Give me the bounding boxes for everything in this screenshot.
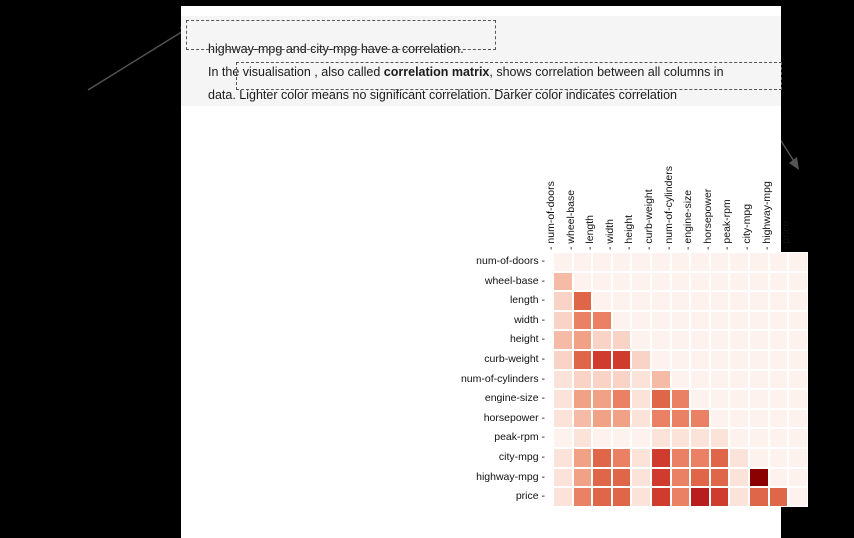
heatmap-cell xyxy=(573,350,593,370)
heatmap-cell xyxy=(573,272,593,292)
heatmap-cell xyxy=(651,487,671,507)
heatmap-cell xyxy=(671,468,691,488)
heatmap-cell xyxy=(788,487,808,507)
heatmap-cell xyxy=(729,448,749,468)
heatmap-cell xyxy=(573,252,593,272)
heatmap-cell xyxy=(710,252,730,272)
heatmap-cell xyxy=(592,350,612,370)
heatmap-cell xyxy=(592,428,612,448)
heatmap-cell xyxy=(651,252,671,272)
heatmap-cell xyxy=(573,409,593,429)
heatmap-cell xyxy=(671,272,691,292)
heatmap-cell xyxy=(651,468,671,488)
heatmap-row-label: wheel-base - xyxy=(484,274,545,287)
heatmap-cell xyxy=(631,428,651,448)
heatmap-cell xyxy=(710,389,730,409)
heatmap-cell xyxy=(749,272,769,292)
heatmap-cell xyxy=(631,389,651,409)
heatmap-cell xyxy=(573,311,593,331)
heatmap-cell xyxy=(690,311,710,331)
heatmap-cell xyxy=(788,409,808,429)
heatmap-cell xyxy=(631,272,651,292)
heatmap-column-label: - city-mpg xyxy=(741,203,753,250)
heatmap-cell xyxy=(788,448,808,468)
heatmap-cell xyxy=(592,370,612,390)
heatmap-row xyxy=(553,448,808,468)
heatmap-row-labels xyxy=(371,252,551,507)
heatmap-row-label: num-of-cylinders - xyxy=(460,372,545,385)
heatmap-row-label: curb-weight - xyxy=(484,352,545,365)
heatmap-cell xyxy=(651,350,671,370)
heatmap-cell xyxy=(592,468,612,488)
heatmap-cell xyxy=(592,448,612,468)
heatmap-cell xyxy=(671,409,691,429)
heatmap-cell xyxy=(671,448,691,468)
heatmap-column-label: - width xyxy=(603,219,616,250)
heatmap-cell xyxy=(749,428,769,448)
heatmap-cell xyxy=(749,291,769,311)
heatmap-cell xyxy=(573,468,593,488)
heatmap-row xyxy=(553,272,808,292)
heatmap-cell xyxy=(612,252,632,272)
heatmap-cell xyxy=(592,291,612,311)
heatmap-cell xyxy=(592,389,612,409)
heatmap-cell xyxy=(671,487,691,507)
heatmap-cell xyxy=(553,350,573,370)
heatmap-row-label: city-mpg - xyxy=(498,450,545,463)
heatmap-row-label: horsepower - xyxy=(483,411,545,424)
heatmap-cell xyxy=(729,370,749,390)
heatmap-cell xyxy=(671,291,691,311)
heatmap-cell xyxy=(612,350,632,370)
heatmap-row-label: width - xyxy=(514,313,545,326)
heatmap-cell xyxy=(631,311,651,331)
heatmap-cell xyxy=(612,389,632,409)
heatmap-cell xyxy=(592,272,612,292)
heatmap-cell xyxy=(651,448,671,468)
heatmap-cell xyxy=(553,272,573,292)
heatmap-row xyxy=(553,291,808,311)
heatmap-grid xyxy=(553,252,808,507)
heatmap-cell xyxy=(573,291,593,311)
heatmap-cell xyxy=(690,487,710,507)
heatmap-cell xyxy=(749,487,769,507)
heatmap-cell xyxy=(729,252,749,272)
heatmap-cell xyxy=(553,291,573,311)
heatmap-cell xyxy=(651,428,671,448)
heatmap-cell xyxy=(710,448,730,468)
heatmap-row xyxy=(553,370,808,390)
explanation-text-lines xyxy=(208,38,753,107)
heatmap-cell xyxy=(631,252,651,272)
heatmap-cell xyxy=(769,252,789,272)
plain-text: data. Lighter color means no significant correlation. Darker color indicates correlation xyxy=(208,88,677,102)
heatmap-cell xyxy=(592,487,612,507)
heatmap-cell xyxy=(749,311,769,331)
heatmap-cell xyxy=(592,409,612,429)
heatmap-column-label: - num-of-cylinders xyxy=(662,165,675,250)
heatmap-cell xyxy=(592,252,612,272)
heatmap-cell xyxy=(769,448,789,468)
emphasis-text: correlation matrix xyxy=(383,65,490,79)
heatmap-column-label: - peak-rpm xyxy=(721,199,734,250)
heatmap-row-label: length - xyxy=(509,294,545,307)
heatmap-row-label: engine-size - xyxy=(484,392,545,405)
heatmap-cell xyxy=(612,468,632,488)
heatmap-row xyxy=(553,330,808,350)
explanation-line-2 xyxy=(208,61,753,84)
heatmap-cell xyxy=(690,350,710,370)
heatmap-cell xyxy=(710,487,730,507)
heatmap-cell xyxy=(631,468,651,488)
heatmap-cell xyxy=(671,370,691,390)
heatmap-cell xyxy=(710,350,730,370)
plain-text: highway-mpg and city-mpg have a correlation. xyxy=(208,42,464,56)
heatmap-cell xyxy=(671,389,691,409)
heatmap-cell xyxy=(788,370,808,390)
heatmap-cell xyxy=(690,330,710,350)
heatmap-cell xyxy=(769,330,789,350)
heatmap-cell xyxy=(710,370,730,390)
heatmap-cell xyxy=(631,448,651,468)
heatmap-column-label: - num-of-doors xyxy=(545,181,557,250)
heatmap-cell xyxy=(769,350,789,370)
heatmap-cell xyxy=(612,409,632,429)
heatmap-cell xyxy=(612,311,632,331)
heatmap-row-label: price - xyxy=(515,490,545,503)
heatmap-cell xyxy=(553,448,573,468)
heatmap-column-label: - highway-mpg xyxy=(760,181,773,250)
plain-text: In the visualisation , also called xyxy=(208,65,384,79)
heatmap-cell xyxy=(788,272,808,292)
heatmap-column-label: - engine-size xyxy=(682,189,695,250)
heatmap-row xyxy=(553,487,808,507)
heatmap-cell xyxy=(651,272,671,292)
heatmap-column-label: - price xyxy=(780,220,793,250)
heatmap-cell xyxy=(769,487,789,507)
heatmap-cell xyxy=(690,448,710,468)
heatmap-cell xyxy=(651,389,671,409)
heatmap-cell xyxy=(671,330,691,350)
heatmap-cell xyxy=(710,311,730,331)
explanation-line-1 xyxy=(208,38,753,61)
correlation-matrix-heatmap xyxy=(371,162,793,517)
heatmap-cell xyxy=(769,370,789,390)
heatmap-cell xyxy=(651,370,671,390)
heatmap-cell xyxy=(710,272,730,292)
heatmap-cell xyxy=(612,330,632,350)
heatmap-cell xyxy=(690,370,710,390)
heatmap-cell xyxy=(612,370,632,390)
heatmap-row xyxy=(553,428,808,448)
heatmap-cell xyxy=(729,487,749,507)
heatmap-cell xyxy=(710,468,730,488)
heatmap-cell xyxy=(749,389,769,409)
heatmap-cell xyxy=(690,389,710,409)
heatmap-row xyxy=(553,409,808,429)
heatmap-cell xyxy=(729,428,749,448)
heatmap-row-label: peak-rpm - xyxy=(494,431,545,444)
heatmap-cell xyxy=(553,409,573,429)
slide-panel xyxy=(181,6,793,538)
heatmap-cell xyxy=(690,468,710,488)
heatmap-cell xyxy=(612,272,632,292)
heatmap-cell xyxy=(631,409,651,429)
heatmap-cell xyxy=(729,409,749,429)
heatmap-cell xyxy=(573,389,593,409)
heatmap-column-label: - length xyxy=(584,214,597,250)
heatmap-cell xyxy=(631,487,651,507)
heatmap-cell xyxy=(553,428,573,448)
heatmap-cell xyxy=(573,487,593,507)
heatmap-cell xyxy=(729,468,749,488)
heatmap-cell xyxy=(749,252,769,272)
heatmap-cell xyxy=(749,330,769,350)
heatmap-cell xyxy=(592,330,612,350)
heatmap-cell xyxy=(671,428,691,448)
heatmap-cell xyxy=(553,389,573,409)
explanation-text-block xyxy=(181,16,781,106)
heatmap-cell xyxy=(729,291,749,311)
heatmap-cell xyxy=(553,311,573,331)
heatmap-cell xyxy=(769,311,789,331)
heatmap-cell xyxy=(749,448,769,468)
heatmap-cell xyxy=(612,487,632,507)
heatmap-cell xyxy=(729,389,749,409)
heatmap-cell xyxy=(769,409,789,429)
heatmap-cell xyxy=(788,291,808,311)
heatmap-cell xyxy=(651,311,671,331)
heatmap-cell xyxy=(671,252,691,272)
heatmap-cell xyxy=(553,468,573,488)
heatmap-cell xyxy=(769,468,789,488)
heatmap-cell xyxy=(592,311,612,331)
heatmap-cell xyxy=(553,252,573,272)
heatmap-row xyxy=(553,311,808,331)
heatmap-cell xyxy=(631,330,651,350)
heatmap-row xyxy=(553,252,808,272)
heatmap-cell xyxy=(769,272,789,292)
heatmap-row xyxy=(553,350,808,370)
heatmap-cell xyxy=(729,311,749,331)
heatmap-cell xyxy=(788,468,808,488)
heatmap-cell xyxy=(710,428,730,448)
heatmap-row-label: highway-mpg - xyxy=(476,470,545,483)
heatmap-cell xyxy=(631,291,651,311)
heatmap-cell xyxy=(612,448,632,468)
heatmap-cell xyxy=(553,370,573,390)
heatmap-cell xyxy=(651,291,671,311)
heatmap-cell xyxy=(710,291,730,311)
heatmap-cell xyxy=(749,468,769,488)
heatmap-cell xyxy=(749,370,769,390)
explanation-line-3 xyxy=(208,84,753,107)
heatmap-row xyxy=(553,468,808,488)
heatmap-cell xyxy=(573,370,593,390)
heatmap-cell xyxy=(710,409,730,429)
heatmap-cell xyxy=(651,409,671,429)
heatmap-cell xyxy=(788,330,808,350)
heatmap-cell xyxy=(729,272,749,292)
heatmap-column-label: - height xyxy=(623,214,636,250)
heatmap-cell xyxy=(573,428,593,448)
heatmap-cell xyxy=(553,330,573,350)
heatmap-cell xyxy=(788,350,808,370)
heatmap-cell xyxy=(631,350,651,370)
heatmap-cell xyxy=(769,428,789,448)
heatmap-cell xyxy=(671,350,691,370)
heatmap-column-label: - horsepower xyxy=(701,188,714,250)
heatmap-cell xyxy=(631,370,651,390)
heatmap-cell xyxy=(729,350,749,370)
heatmap-cell xyxy=(690,272,710,292)
heatmap-cell xyxy=(769,389,789,409)
heatmap-cell xyxy=(788,252,808,272)
heatmap-cell xyxy=(612,428,632,448)
heatmap-cell xyxy=(690,409,710,429)
heatmap-cell xyxy=(749,409,769,429)
heatmap-cell xyxy=(573,448,593,468)
heatmap-cell xyxy=(671,311,691,331)
heatmap-cell xyxy=(651,330,671,350)
heatmap-cell xyxy=(788,389,808,409)
heatmap-cell xyxy=(553,487,573,507)
plain-text: , shows correlation between all columns in xyxy=(489,65,724,79)
heatmap-cell xyxy=(710,330,730,350)
heatmap-row-label: height - xyxy=(509,333,545,346)
heatmap-row-label: num-of-doors - xyxy=(476,255,545,267)
heatmap-cell xyxy=(690,428,710,448)
heatmap-cell xyxy=(573,330,593,350)
heatmap-cell xyxy=(612,291,632,311)
heatmap-row xyxy=(553,389,808,409)
heatmap-cell xyxy=(729,330,749,350)
heatmap-cell xyxy=(788,428,808,448)
heatmap-cell xyxy=(769,291,789,311)
heatmap-column-label: - wheel-base xyxy=(564,189,577,250)
heatmap-cell xyxy=(788,311,808,331)
heatmap-cell xyxy=(690,291,710,311)
heatmap-cell xyxy=(690,252,710,272)
heatmap-cell xyxy=(749,350,769,370)
heatmap-column-label: - curb-weight xyxy=(643,189,655,250)
